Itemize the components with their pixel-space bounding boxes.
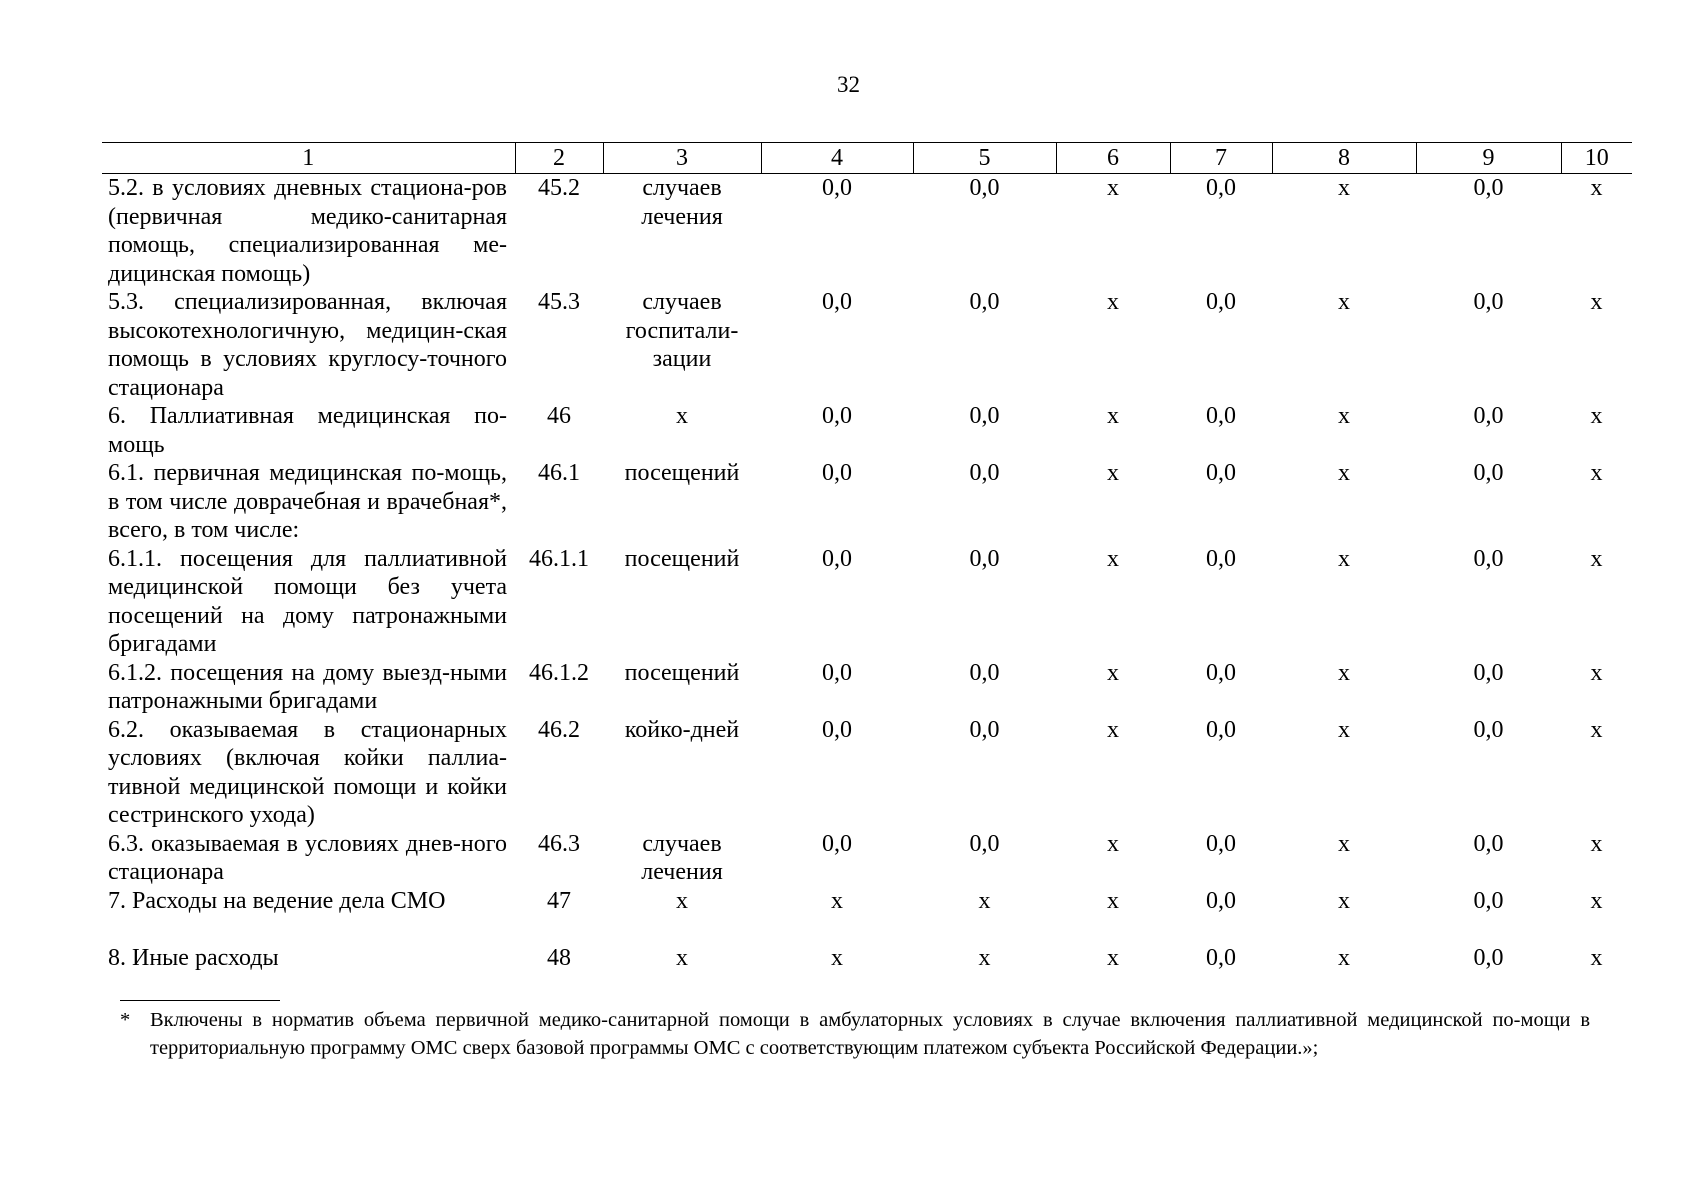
cell-col-7: 0,0 [1206, 659, 1236, 686]
cell-col-9: 0,0 [1473, 545, 1504, 572]
footnote-marker: * [120, 1009, 131, 1031]
column-header-2: 2 [515, 143, 603, 174]
table-row [102, 944, 1632, 975]
table-row [102, 174, 1632, 289]
cell-col-9: 0,0 [1473, 289, 1504, 315]
cell-col-9: 0,0 [1473, 175, 1504, 201]
cell-col-5: 0,0 [969, 830, 1000, 857]
cell-col-5: 0,0 [969, 545, 1000, 572]
cell-col-7: 0,0 [1206, 460, 1236, 486]
row-name: 6.1. первичная медицинская по-мощь, в том числе доврачебная и врачебная*, всего, в том числе: [108, 460, 507, 543]
row-unit: посещений [624, 545, 740, 572]
table-row [102, 887, 1632, 944]
cell-col-8: x [1338, 716, 1350, 743]
column-header-6: 6 [1056, 143, 1170, 174]
row-unit: случаев госпитали-зации [625, 289, 739, 372]
cell-col-5: 0,0 [969, 716, 1000, 743]
cell-col-4: 0,0 [822, 659, 852, 686]
cell-col-4: 0,0 [822, 403, 852, 429]
footnote [120, 1006, 1590, 1062]
cell-col-10: x [1590, 830, 1603, 857]
row-unit: случаев лечения [641, 830, 723, 885]
row-code: 46.1.1 [529, 545, 589, 572]
column-header-3: 3 [603, 143, 761, 174]
cell-col-4: 0,0 [822, 716, 852, 743]
cell-col-9: 0,0 [1473, 830, 1504, 857]
row-code: 48 [547, 944, 571, 971]
cell-col-10: x [1590, 944, 1603, 971]
row-code: 46.1.2 [529, 659, 589, 686]
footnote-text: Включены в норматив объема первичной медико-санитарной помощи в амбулаторных условиях в случае включения паллиативной медицинской по-мощи в территориальную программу ОМС сверх базовой программы ОМС с соответствующим платежом субъекта Российской Федерации.»; [150, 1009, 1590, 1059]
row-name: 6.1.1. посещения для паллиативной медицинской помощи без учета посещений на дому патронажными бригадами [108, 545, 507, 657]
table-row [102, 659, 1632, 716]
row-unit: койко-дней [624, 716, 740, 743]
row-unit: x [676, 887, 688, 914]
cell-col-6: x [1107, 545, 1119, 572]
cell-col-7: 0,0 [1206, 289, 1236, 315]
row-unit: случаев лечения [641, 175, 723, 230]
row-name: 5.2. в условиях дневных стациона-ров (первичная медико-санитарная помощь, специализированная ме-дицинская помощь) [108, 175, 507, 287]
table-row [102, 288, 1632, 402]
footnote-divider [120, 1000, 280, 1001]
row-name: 8. Иные расходы [108, 944, 279, 971]
cell-col-6: x [1107, 716, 1119, 743]
column-header-9: 9 [1416, 143, 1561, 174]
row-name: 6.3. оказываемая в условиях днев-ного стационара [108, 830, 507, 885]
row-name: 6.1.2. посещения на дому выезд-ными патронажными бригадами [108, 659, 507, 714]
cell-col-8: x [1338, 659, 1350, 686]
row-name: 5.3. специализированная, включая высокотехнологичную, медицин-ская помощь в условиях круглосу-точного стационара [108, 289, 507, 401]
cell-col-4: 0,0 [822, 830, 852, 857]
cell-col-10: x [1590, 289, 1603, 315]
column-header-5: 5 [913, 143, 1056, 174]
cell-col-7: 0,0 [1206, 175, 1236, 201]
header-row [102, 143, 1632, 174]
table-row [102, 459, 1632, 545]
cell-col-4: 0,0 [822, 545, 852, 572]
cell-col-6: x [1107, 944, 1119, 971]
cell-col-9: 0,0 [1473, 716, 1504, 743]
cell-col-8: x [1338, 830, 1350, 857]
cell-col-9: 0,0 [1473, 460, 1504, 486]
cell-col-10: x [1590, 460, 1603, 486]
cell-col-7: 0,0 [1206, 545, 1236, 572]
cell-col-6: x [1107, 403, 1119, 429]
cell-col-8: x [1338, 545, 1350, 572]
cell-col-4: x [831, 944, 843, 971]
table-body [102, 174, 1632, 975]
row-code: 45.3 [538, 289, 580, 315]
cell-col-7: 0,0 [1206, 716, 1236, 743]
cell-col-8: x [1338, 403, 1350, 429]
cell-col-10: x [1590, 545, 1603, 572]
cell-col-7: 0,0 [1206, 887, 1236, 914]
row-unit: посещений [624, 460, 740, 486]
cell-col-6: x [1107, 460, 1119, 486]
cell-col-5: 0,0 [969, 403, 1000, 429]
cell-col-8: x [1338, 887, 1350, 914]
page-number: 32 [837, 72, 860, 97]
cell-col-6: x [1107, 659, 1119, 686]
cell-col-10: x [1590, 887, 1603, 914]
row-code: 46.2 [538, 716, 580, 743]
cell-col-6: x [1107, 887, 1119, 914]
cell-col-8: x [1338, 944, 1350, 971]
cell-col-5: 0,0 [969, 289, 1000, 315]
cell-col-9: 0,0 [1473, 403, 1504, 429]
cell-col-10: x [1590, 175, 1603, 201]
table-header [102, 143, 1632, 174]
cell-col-7: 0,0 [1206, 830, 1236, 857]
row-code: 46.3 [538, 830, 580, 857]
cell-col-5: x [978, 944, 991, 971]
column-header-10: 10 [1561, 143, 1632, 174]
row-unit: x [676, 403, 688, 429]
cell-col-5: 0,0 [969, 175, 1000, 201]
cell-col-5: 0,0 [969, 659, 1000, 686]
table-row [102, 545, 1632, 659]
cell-col-7: 0,0 [1206, 944, 1236, 971]
row-unit: x [676, 944, 688, 971]
column-header-4: 4 [761, 143, 913, 174]
table-row [102, 402, 1632, 459]
data-table-container [102, 142, 1632, 974]
row-name: 6. Паллиативная медицинская по-мощь [108, 403, 507, 458]
row-code: 46.1 [538, 460, 580, 486]
cell-col-5: 0,0 [969, 460, 1000, 486]
column-header-8: 8 [1272, 143, 1416, 174]
table-row [102, 830, 1632, 887]
cell-col-4: x [831, 887, 843, 914]
table-row [102, 716, 1632, 830]
cell-col-6: x [1107, 289, 1119, 315]
cell-col-10: x [1590, 659, 1603, 686]
row-name: 6.2. оказываемая в стационарных условиях (включая койки паллиа-тивной медицинской помощи и койки сестринского ухода) [108, 716, 507, 828]
cell-col-9: 0,0 [1473, 887, 1504, 914]
cell-col-4: 0,0 [822, 460, 852, 486]
cell-col-10: x [1590, 403, 1603, 429]
cell-col-8: x [1338, 175, 1350, 201]
cell-col-9: 0,0 [1473, 944, 1504, 971]
row-unit: посещений [624, 659, 740, 686]
cell-col-4: 0,0 [822, 289, 852, 315]
column-header-7: 7 [1170, 143, 1272, 174]
cell-col-7: 0,0 [1206, 403, 1236, 429]
column-header-1: 1 [102, 143, 515, 174]
data-table [102, 142, 1632, 974]
cell-col-8: x [1338, 460, 1350, 486]
row-code: 46 [547, 403, 571, 429]
cell-col-5: x [978, 887, 991, 914]
row-name: 7. Расходы на ведение дела СМО [108, 887, 446, 914]
cell-col-4: 0,0 [822, 175, 852, 201]
cell-col-9: 0,0 [1473, 659, 1504, 686]
cell-col-6: x [1107, 830, 1119, 857]
cell-col-8: x [1338, 289, 1350, 315]
row-code: 45.2 [538, 175, 580, 201]
row-code: 47 [547, 887, 571, 914]
cell-col-10: x [1590, 716, 1603, 743]
cell-col-6: x [1107, 175, 1119, 201]
